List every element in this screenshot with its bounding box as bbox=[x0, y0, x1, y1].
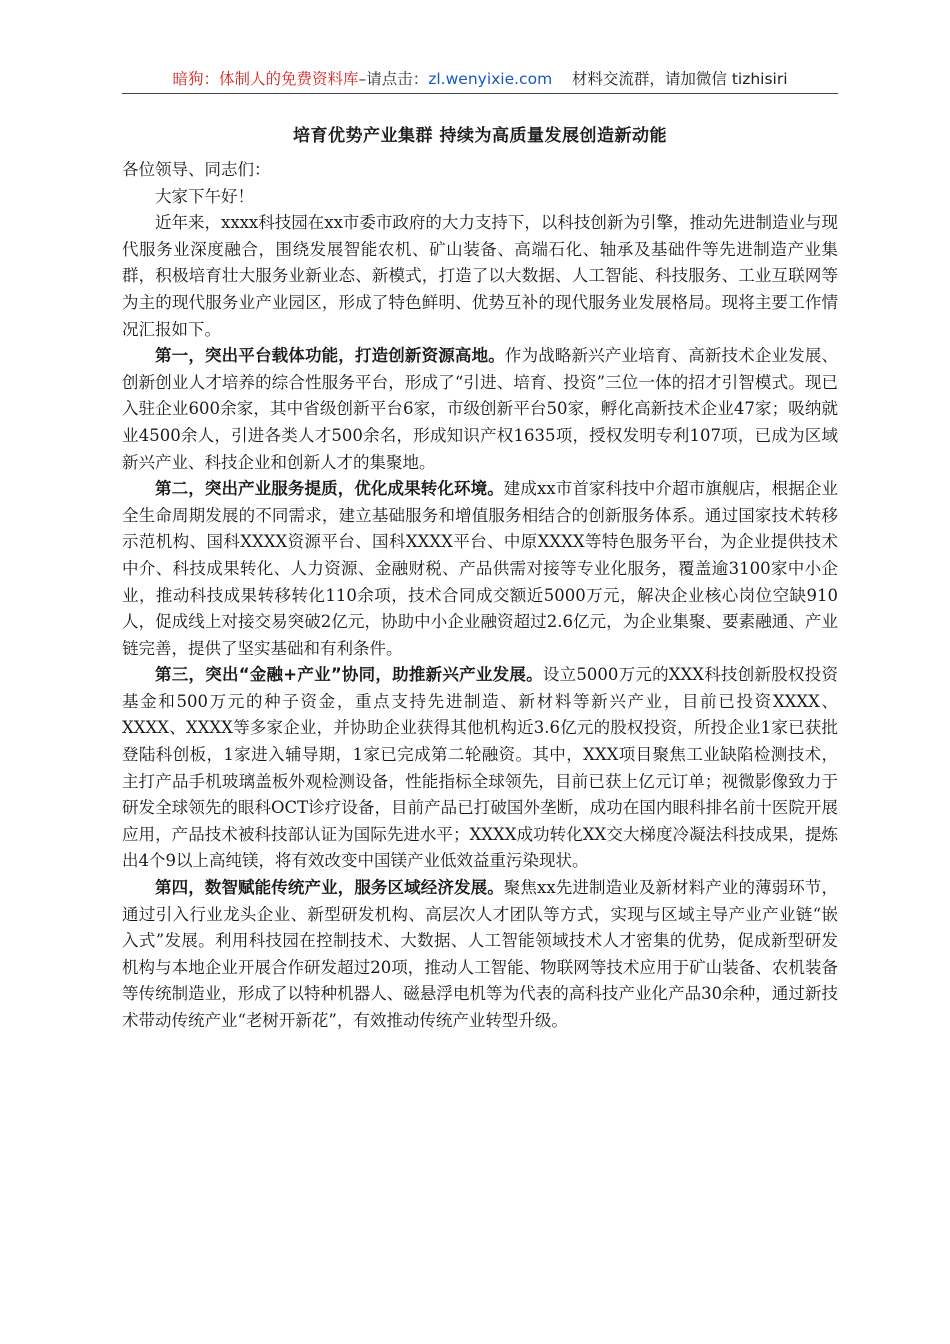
section-paragraph bbox=[122, 875, 838, 1035]
header-brand-link[interactable]: 暗狗：体制人的免费资料库 bbox=[172, 70, 359, 88]
salutation: 各位领导、同志们： bbox=[122, 160, 271, 179]
intro-paragraph: 近年来，xxxx科技园在xx市委市政府的大力支持下，以科技创新为引擎，推动先进制造业与现代服务业深度融合，围绕发展智能农机、矿山装备、高端石化、轴承及基础件等先进制造产业集群，积极培育壮大服务业新业态、新模式，打造了以大数据、人工智能、科技服务、工业互联网等为主的现代服务业产业园区，形成了特色鲜明、优势互补的现代服务业发展格局。现将主要工作情况汇报如下。 bbox=[122, 213, 838, 339]
header-wechat-note: 材料交流群，请加微信 tizhisiri bbox=[571, 70, 788, 88]
section-paragraph bbox=[122, 343, 838, 476]
header-url-link[interactable]: zl.wenyixie.com bbox=[428, 70, 553, 88]
header-divider bbox=[122, 93, 838, 94]
section-paragraph bbox=[122, 476, 838, 662]
header-click-prefix: –请点击： bbox=[358, 70, 429, 88]
section-paragraph bbox=[122, 662, 838, 875]
section-text: 聚焦xx先进制造业及新材料产业的薄弱环节，通过引入行业龙头企业、新型研发机构、高层次人才团队等方式，实现与区域主导产业产业链“嵌入式”发展。利用科技园在控制技术、大数据、人工智能领域技术人才密集的优势，促成新型研发机构与本地企业开展合作研发超过20项，推动人工智能、物联网等技术应用于矿山装备、农机装备等传统制造业，形成了以特种机器人、磁悬浮电机等为代表的高科技产业化产品30余种，通过新技术带动传统产业“老树开新花”，有效推动传统产业转型升级。 bbox=[122, 878, 838, 1030]
section-heading: 第四，数智赋能传统产业，服务区域经济发展。 bbox=[155, 878, 504, 898]
section-heading: 第一，突出平台载体功能，打造创新资源高地。 bbox=[155, 346, 505, 366]
section-heading: 第三，突出“金融+产业”协同，助推新兴产业发展。 bbox=[155, 665, 543, 685]
page-header bbox=[122, 68, 838, 94]
section-heading: 第二，突出产业服务提质，优化成果转化环境。 bbox=[155, 479, 504, 499]
section-text: 作为战略新兴产业培育、高新技术企业发展、创新创业人才培养的综合性服务平台，形成了“引进、培育、投资”三位一体的招才引智模式。现已入驻企业600余家，其中省级创新平台6家，市级创新平台50家，孵化高新技术企业47家；吸纳就业4500余人，引进各类人才500余名，形成知识产权1635项，授权发明专利107项，已成为区域新兴产业、科技企业和创新人才的集聚地。 bbox=[122, 346, 839, 472]
document-title: 培育优势产业集群 持续为高质量发展创造新动能 bbox=[293, 126, 667, 146]
section-text: 设立5000万元的XXX科技创新股权投资基金和500万元的种子资金，重点支持先进制造、新材料等新兴产业，目前已投资XXXX、XXXX、XXXX等多家企业，并协助企业获得其他机构近3.6亿元的股权投资，所投企业1家已获批登陆科创板，1家进入辅导期，1家已完成第二轮融资。其中，XXX项目聚焦工业缺陷检测技术，主打产品手机玻璃盖板外观检测设备，性能指标全球领先，目前已获上亿元订单；视微影像致力于研发全球领先的眼科OCT诊疗设备，目前产品已打破国外垄断，成功在国内眼科排名前十医院开展应用，产品技术被科技部认证为国际先进水平；XXXX成功转化XX交大梯度冷凝法科技成果，提炼出4个9以上高纯镁，将有效改变中国镁产业低效益重污染现状。 bbox=[122, 665, 838, 871]
document-body bbox=[122, 157, 838, 1035]
section-text: 建成xx市首家科技中介超市旗舰店，根据企业全生命周期发展的不同需求，建立基础服务和增值服务相结合的创新服务体系。通过国家技术转移示范机构、国科XXXX资源平台、国科XXXX平台、中原XXXX等特色服务平台，为企业提供技术中介、科技成果转化、人力资源、金融财税、产品供需对接等专业化服务，覆盖逾3100家中小企业，推动科技成果转移转化110余项，技术合同成交额近5000万元，解决企业核心岗位空缺910人，促成线上对接交易突破2亿元，协助中小企业融资超过2.6亿元，为企业集聚、要素融通、产业链完善，提供了坚实基础和有利条件。 bbox=[122, 479, 838, 658]
greeting: 大家下午好！ bbox=[155, 186, 254, 206]
